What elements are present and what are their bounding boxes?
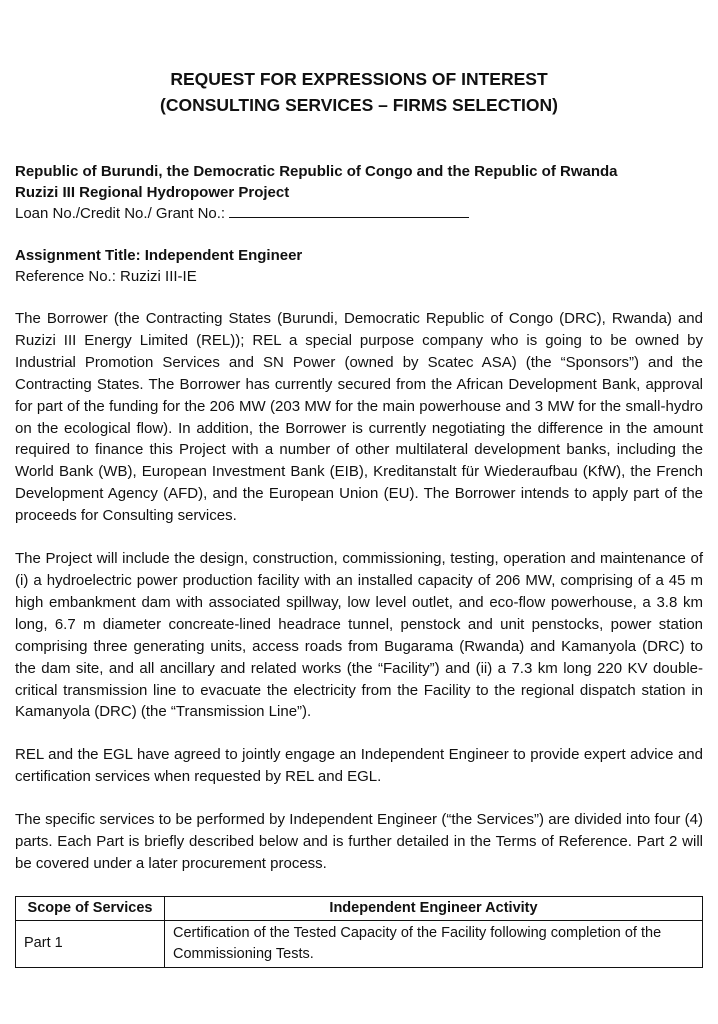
project-meta: [15, 161, 703, 224]
row-activity-cell: Certification of the Tested Capacity of the Facility following completion of the Commissioning Tests.: [165, 920, 703, 967]
paragraph-project: The Project will include the design, construction, commissioning, testing, operation and maintenance of (i) a hydroelectric power production facility with an installed capacity of 206 MW, comprising of a 45 m high embankment dam with associated spillway, low level outlet, and eco-flow powerhouse, a 3.8 km long, 6.7 m diameter concreate-lined headrace tunnel, penstock and unit penstocks, power station comprising three generating units, access roads from Bugarama (Rwanda) and Kamanyola (DRC) to the dam site, and all ancillary and related works (the “Facility”) and (ii) a 7.3 km long 220 KV double-critical transmission line to evacuate the electricity from the Facility to the regional dispatch station in Kamanyola (DRC) (the “Transmission Line”).: [15, 550, 703, 721]
table-header-row: [16, 896, 703, 920]
paragraph-borrower: The Borrower (the Contracting States (Burundi, Democratic Republic of Congo (DRC), Rwanda) and Ruzizi III Energy Limited (REL)); REL a special purpose company who is going to be owned by Industrial Promotion Services and SN Power (owned by Scatec ASA) (the “Sponsors”) and the Contracting States. The Borrower has currently secured from the African Development Bank, approval for part of the funding for the 206 MW (203 MW for the main powerhouse and 3 MW for the small-hydro on the ecological flow). In addition, the Borrower is currently negotiating the difference in the amount required to finance this Project with a number of other multilateral development banks, including the World Bank (WB), European Investment Bank (EIB), Kreditanstalt für Wiederaufbau (KfW), the French Development Agency (AFD), and the European Union (EU). The Borrower intends to apply part of the proceeds for Consulting services.: [15, 310, 703, 525]
header-engineer-activity: Independent Engineer Activity: [165, 896, 703, 920]
row-scope-cell: Part 1: [16, 920, 165, 967]
countries-line: Republic of Burundi, the Democratic Republic of Congo and the Republic of Rwanda: [15, 163, 618, 180]
title-line-2: (CONSULTING SERVICES – FIRMS SELECTION): [160, 95, 558, 115]
document-title: [15, 66, 703, 118]
reference-number: Reference No.: Ruzizi III-IE: [15, 268, 197, 285]
paragraph-services: The specific services to be performed by Independent Engineer (“the Services”) are divided into four (4) parts. Each Part is briefly described below and is further detailed in the Terms of Reference. Part 2 will be covered under a later procurement process.: [15, 811, 703, 872]
scope-table: [15, 896, 703, 968]
loan-number-line: [15, 203, 703, 224]
table-row: [16, 920, 703, 967]
title-line-1: REQUEST FOR EXPRESSIONS OF INTEREST: [170, 69, 548, 89]
project-name: Ruzizi III Regional Hydropower Project: [15, 184, 290, 201]
paragraph-engagement: REL and the EGL have agreed to jointly engage an Independent Engineer to provide expert advice and certification services when requested by REL and EGL.: [15, 746, 703, 786]
assignment-block: [15, 245, 703, 287]
assignment-title: Assignment Title: Independent Engineer: [15, 247, 303, 264]
loan-number-label: Loan No./Credit No./ Grant No.:: [15, 205, 226, 222]
header-scope-of-services: Scope of Services: [16, 896, 165, 920]
loan-number-blank: [229, 203, 469, 218]
